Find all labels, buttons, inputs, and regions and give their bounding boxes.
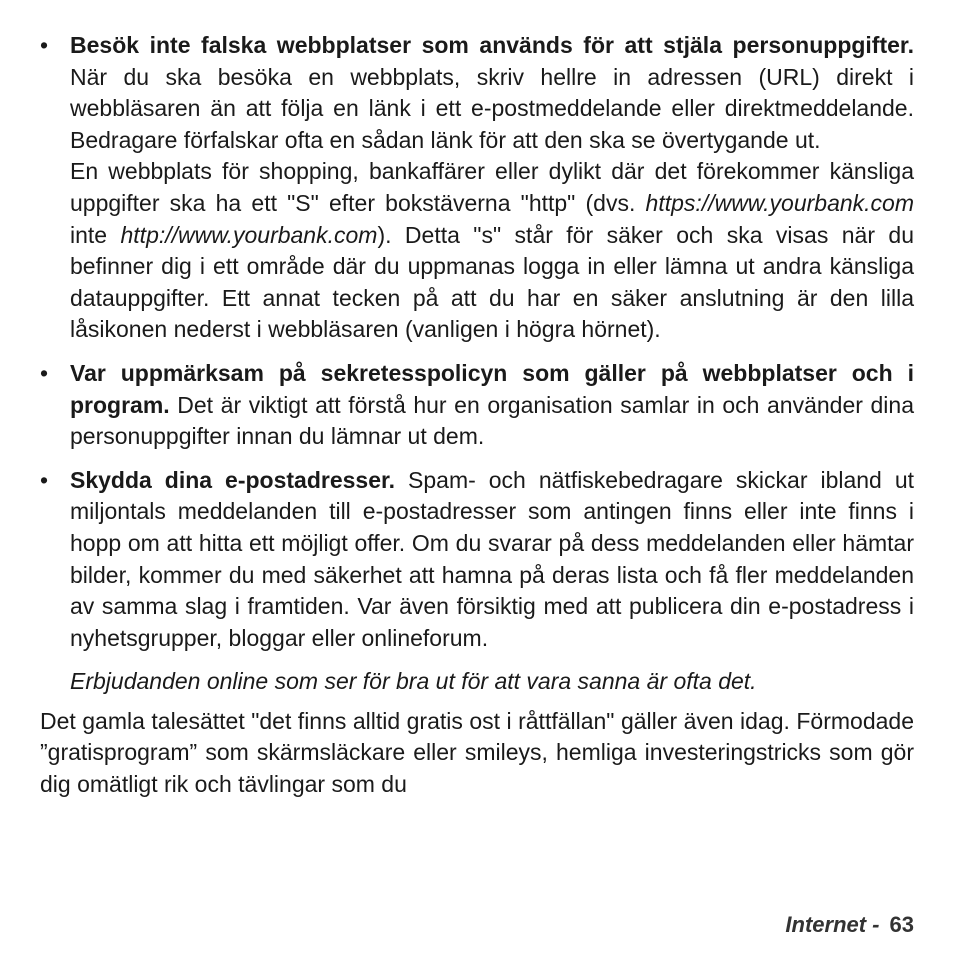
bullet-text: ). Detta "s" står för säker och ska visas när du befinner dig i ett område där du uppmanas logga in eller lämna ut andra känsliga datauppgifter. Ett annat tecken på att du har en säker anslutning är den lilla låsikonen nederst i webbläsaren (vanligen i högra hörnet). <box>70 221 914 343</box>
bullet-lead: Skydda dina e-postadresser. <box>70 466 396 493</box>
bullet-paragraph <box>70 358 914 453</box>
bullet-lead: Var uppmärksam på sekretesspolicyn som gäller på webbplatser och i program. <box>70 359 914 418</box>
bullet-privacy-policy <box>40 358 914 453</box>
footer-section: Internet - <box>785 912 880 937</box>
url-https: https://www.yourbank.com <box>645 189 914 216</box>
body-paragraph: Det gamla talesättet "det finns alltid gratis ost i råttfällan" gäller även idag. Förmodade ”gratisprogram” som skärmsläckare eller smileys, hemliga investeringstricks som gör dig omätligt rik och tävlingar som du <box>40 707 914 798</box>
bullet-marker: • <box>40 466 49 493</box>
bullet-text: En webbplats för shopping, bankaffärer eller dylikt där det förekommer känsliga uppgifter ska ha ett "S" efter bokstäverna "http" (dvs. <box>70 158 914 216</box>
page-number: 63 <box>889 912 914 937</box>
bullet-email-addresses <box>40 465 914 655</box>
bullet-text: Det är viktigt att förstå hur en organisation samlar in och använder dina personuppgifter innan du lämnar ut dem. <box>70 391 914 450</box>
bullet-paragraph <box>70 30 914 156</box>
bullet-text: Spam- och nätfiskebedragare skickar ibland ut miljontals meddelanden till e-postadresser som antingen finns eller inte finns i hopp om att hitta ett möjligt offer. Om du svarar på dess meddelanden eller hämtar bilder, kommer du med säkerhet att hamna på deras lista och få fler meddelanden av samma slag i framtiden. Var även försiktig med att publicera din e-postadress i nyhetsgrupper, bloggar eller onlineforum. <box>70 466 914 651</box>
bullet-paragraph-secondary <box>70 156 914 346</box>
bullet-lead: Besök inte falska webbplatser som används för att stjäla personuppgifter. <box>70 32 914 58</box>
url-http: http://www.yourbank.com <box>120 221 378 248</box>
bullet-marker: • <box>40 32 49 58</box>
document-page <box>40 30 914 801</box>
bullet-text: inte <box>70 221 121 248</box>
page-footer <box>785 912 914 938</box>
tagline: Erbjudanden online som ser för bra ut för att vara sanna är ofta det. <box>70 668 757 695</box>
bullet-text: När du ska besöka en webbplats, skriv hellre in adressen (URL) direkt i webbläsaren än att följa en länk i ett e-postmeddelande eller direktmeddelande. Bedragare förfalskar ofta en sådan länk för att den ska se övertygande ut. <box>70 63 914 153</box>
bullet-marker: • <box>40 359 49 386</box>
bullet-paragraph <box>70 465 914 655</box>
bullet-fake-websites <box>40 30 914 346</box>
